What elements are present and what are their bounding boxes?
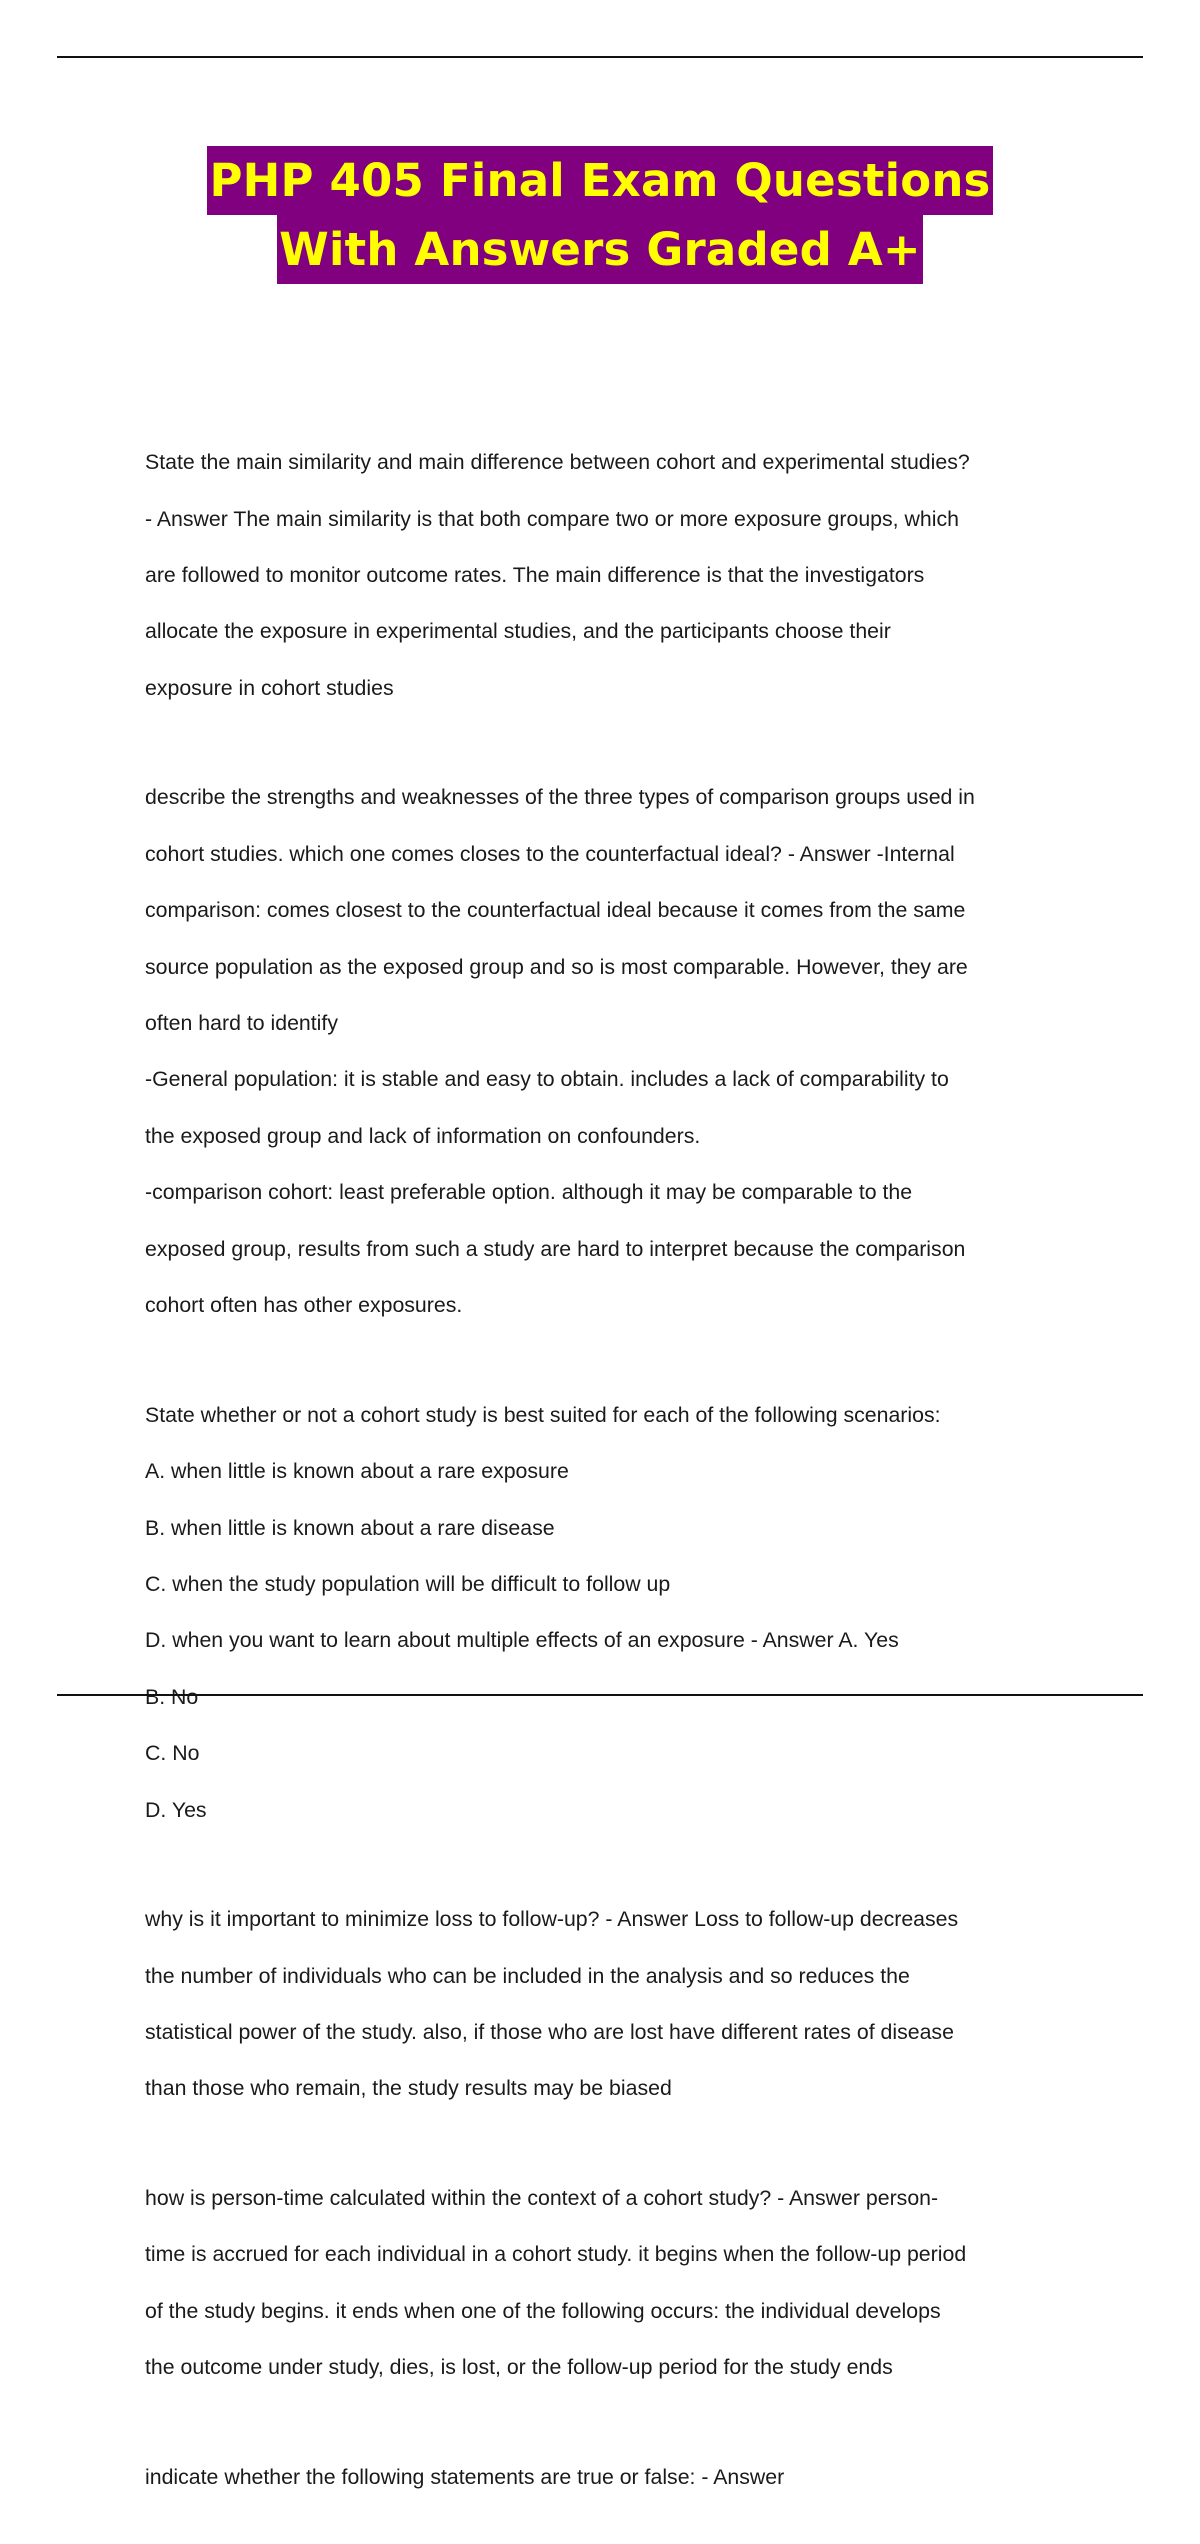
text-line: than those who remain, the study results may be biased [145, 2076, 672, 2101]
text-line: of the study begins. it ends when one of the following occurs: the individual develops [145, 2298, 941, 2323]
text-line: source population as the exposed group and so is most comparable. However, they are [145, 954, 968, 979]
title-line-1: PHP 405 Final Exam Questions [207, 146, 992, 215]
text-line: D. when you want to learn about multiple effects of an exposure - Answer A. Yes [145, 1628, 899, 1653]
text-line: indicate whether the following statements are true or false: - Answer [145, 2464, 785, 2489]
text-line: cohort studies. which one comes closes to the counterfactual ideal? - Answer -Internal [145, 841, 955, 866]
text-line: describe the strengths and weaknesses of the three types of comparison groups used in [145, 785, 975, 810]
text-line: - Answer The main similarity is that both compare two or more exposure groups, which [145, 506, 959, 531]
qa-item-2 [145, 755, 1100, 1347]
text-line: cohort often has other exposures. [145, 1293, 463, 1318]
text-line: D. Yes [145, 1797, 207, 1822]
text-line: the number of individuals who can be included in the analysis and so reduces the [145, 1963, 910, 1988]
text-line: B. when little is known about a rare disease [145, 1515, 555, 1540]
text-line: -comparison cohort: least preferable option. although it may be comparable to the [145, 1180, 913, 1205]
text-line: exposure in cohort studies [145, 675, 394, 700]
qa-item-5 [145, 2156, 1100, 2410]
text-line: exposed group, results from such a study are hard to interpret because the comparison [145, 1236, 966, 1261]
text-line: time is accrued for each individual in a cohort study. it begins when the follow-up period [145, 2242, 967, 2267]
document-title [0, 146, 1200, 284]
text-line: why is it important to minimize loss to follow-up? - Answer Loss to follow-up decreases [145, 1907, 959, 1932]
top-rule [57, 56, 1143, 58]
text-line: -General population: it is stable and easy to obtain. includes a lack of comparability to [145, 1067, 949, 1092]
text-line: C. when the study population will be difficult to follow up [145, 1571, 671, 1596]
text-line: how is person-time calculated within the context of a cohort study? - Answer person- [145, 2185, 939, 2210]
qa-content [145, 420, 1100, 2544]
text-line: State whether or not a cohort study is best suited for each of the following scenarios: [145, 1402, 941, 1427]
text-line: State the main similarity and main difference between cohort and experimental studies? [145, 450, 970, 475]
text-line: allocate the exposure in experimental studies, and the participants choose their [145, 619, 891, 644]
text-line: A. when little is known about a rare exposure [145, 1459, 569, 1484]
qa-item-6 [145, 2435, 1100, 2520]
text-line: statistical power of the study. also, if those who are lost have different rates of disease [145, 2019, 954, 2044]
text-line: the exposed group and lack of information on confounders. [145, 1123, 701, 1148]
text-line: C. No [145, 1741, 200, 1766]
qa-item-1 [145, 420, 1100, 730]
text-line: B. No [145, 1684, 199, 1709]
text-line: comparison: comes closest to the counterfactual ideal because it comes from the same [145, 898, 966, 923]
qa-item-3 [145, 1373, 1100, 1852]
title-line-2: With Answers Graded A+ [277, 215, 923, 284]
text-line: are followed to monitor outcome rates. The main difference is that the investigators [145, 563, 925, 588]
text-line: often hard to identify [145, 1011, 338, 1036]
bottom-rule [57, 1694, 1143, 1696]
text-line: the outcome under study, dies, is lost, or the follow-up period for the study ends [145, 2355, 893, 2380]
qa-item-4 [145, 1877, 1100, 2131]
